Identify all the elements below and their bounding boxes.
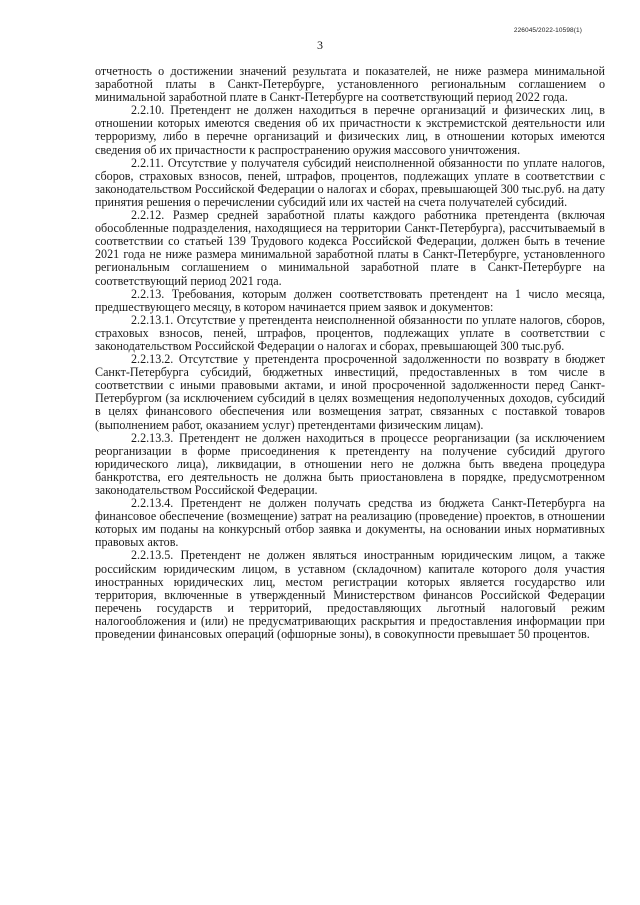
document-body <box>95 65 605 641</box>
paragraph-2-2-13-1: 2.2.13.1. Отсутствие у претендента неисполненной обязанности по уплате налогов, сборов, страховых взносов, пеней, штрафов, процентов, подлежащих уплате в соответствии с законодательством Российской Федерации о налогах и сборах, превышающей 300 тыс.руб. <box>95 312 605 353</box>
paragraph-2-2-13: 2.2.13. Требования, которым должен соответствовать претендент на 1 число месяца, предшествующего месяцу, в котором начинается прием заявок и документов: <box>95 286 605 314</box>
paragraph-2-2-12: 2.2.12. Размер средней заработной платы каждого работника претендента (включая обособленные подразделения, находящиеся на территории Санкт-Петербурга), рассчитываемый в соответствии со статьей 139 Трудового кодекса Российской Федерации, должен быть в течение 2021 года не ниже размера минимальной заработной платы в Санкт-Петербурге, установленного региональным соглашением о минимальной заработной плате в Санкт-Петербурге на соответствующий период 2021 года. <box>95 208 605 288</box>
document-number: 226045/2022-10598(1) <box>513 27 582 34</box>
paragraph-2-2-11: 2.2.11. Отсутствие у получателя субсидий неисполненной обязанности по уплате налогов, сборов, страховых взносов, пеней, штрафов, процентов, подлежащих уплате в соответствии с законодательством Российской Федерации о налогах и сборах, превышающей 300 тыс.руб. на дату принятия решения о перечислении субсидий или их частей на счета получателей субсидий. <box>95 155 605 209</box>
paragraph-2-2-13-4: 2.2.13.4. Претендент не должен получать средства из бюджета Санкт-Петербурга на финансовое обеспечение (возмещение) затрат на реализацию (проведение) проектов, в отношении которых им поданы на конкурсный отбор заявка и документы, на основании иных нормативных правовых актов. <box>95 496 605 550</box>
paragraph-2-2-13-5: 2.2.13.5. Претендент не должен являться иностранным юридическим лицом, а также российским юридическим лицом, в уставном (складочном) капитале которого доля участия иностранных юридических лиц, местом регистрации которых является государство или территория, включенные в утвержденный Министерством финансов Российской Федерации перечень государств и территорий, предоставляющих льготный налоговый режим налогообложения и (или) не предусматривающих раскрытия и предоставления информации при проведении финансовых операций (офшорные зоны), в совокупности превышает 50 процентов. <box>95 548 605 642</box>
paragraph-2-2-13-2: 2.2.13.2. Отсутствие у претендента просроченной задолженности по возврату в бюджет Санкт-Петербурга субсидий, бюджетных инвестиций, предоставленных в том числе в соответствии с иными правовыми актами, и иной просроченной задолженности перед Санкт-Петербургом (за исключением субсидий в целях возмещения недополученных доходов, субсидий в целях финансового обеспечения или возмещения затрат, связанных с поставкой товаров (выполнением работ, оказанием услуг) претендентами физическим лицам). <box>95 352 605 432</box>
paragraph-2-2-13-3: 2.2.13.3. Претендент не должен находиться в процессе реорганизации (за исключением реорганизации в форме присоединения к претенденту на получение субсидий другого юридического лица), ликвидации, в отношении него не должна быть введена процедура банкротства, его деятельность не должна быть приостановлена в порядке, предусмотренном законодательством Российской Федерации. <box>95 430 605 497</box>
paragraph-continuation: отчетность о достижении значений результата и показателей, не ниже размера минимальной заработной платы в Санкт-Петербурге, установленного региональным соглашением о минимальной заработной плате в Санкт-Петербурге на соответствующий период 2022 года. <box>95 64 605 105</box>
paragraph-2-2-10: 2.2.10. Претендент не должен находиться в перечне организаций и физических лиц, в отношении которых имеются сведения об их причастности к экстремистской деятельности или терроризму, либо в перечне организаций и физических лиц, в отношении которых имеются сведения об их причастности к распространению оружия массового уничтожения. <box>95 103 605 157</box>
page-number: 3 <box>317 38 323 52</box>
